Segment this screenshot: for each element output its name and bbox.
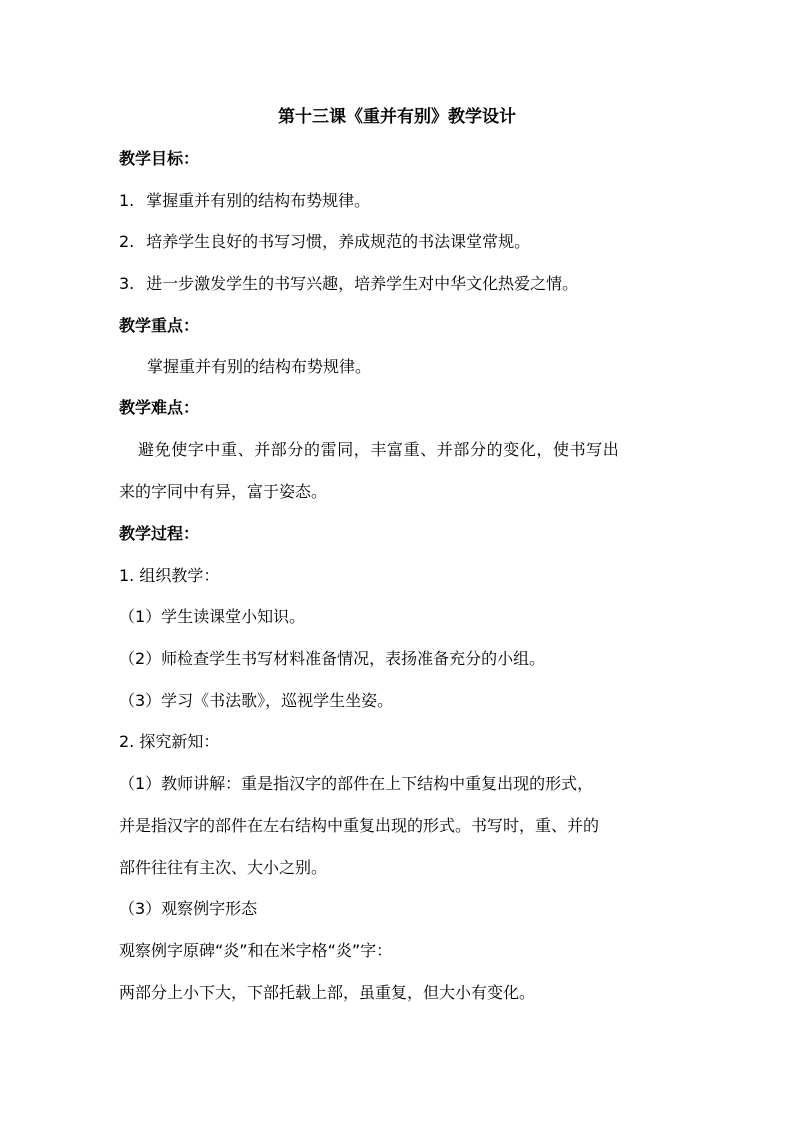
difficulty-heading: 教学难点： xyxy=(119,398,200,417)
objective-item-3 xyxy=(119,273,679,295)
process-step-2-explain-line-3: 部件往往有主次、大小之别。 xyxy=(119,858,328,877)
objectives-heading: 教学目标： xyxy=(119,149,200,168)
document-title: 第十三课《重并有别》教学设计 xyxy=(278,107,516,127)
process-step-1-item-1: （1）学生读课堂小知识。 xyxy=(119,607,306,626)
process-step-2-label: 2. 探究新知： xyxy=(119,732,220,751)
objective-item-2 xyxy=(119,231,679,253)
objective-item-1 xyxy=(119,190,679,212)
objective-text: 掌握重并有别的结构布势规律。 xyxy=(146,191,371,210)
process-step-1-item-2: （2）师检查学生书写材料准备情况，表扬准备充分的小组。 xyxy=(119,649,546,668)
process-heading: 教学过程： xyxy=(119,524,200,543)
objective-number: 2. xyxy=(119,232,135,251)
objective-number: 3. xyxy=(119,274,135,293)
key-point-heading: 教学重点： xyxy=(119,316,200,335)
process-step-2-observe-detail: 观察例字原碑“炎”和在米字格“炎”字： xyxy=(119,941,393,960)
process-step-1-item-3: （3）学习《书法歌》，巡视学生坐姿。 xyxy=(119,691,394,710)
key-point-text: 掌握重并有别的结构布势规律。 xyxy=(147,357,372,376)
process-step-2-conclusion: 两部分上小下大，下部托载上部，虽重复，但大小有变化。 xyxy=(119,983,536,1002)
objective-text: 培养学生良好的书写习惯，养成规范的书法课堂常规。 xyxy=(146,232,531,251)
process-step-2-observe: （3）观察例字形态 xyxy=(119,899,258,918)
process-step-2-explain-line-2: 并是指汉字的部件在左右结构中重复出现的形式。书写时，重、并的 xyxy=(119,816,600,835)
difficulty-text-line-1: 避免使字中重、并部分的雷同，丰富重、并部分的变化，使书写出 xyxy=(138,440,620,459)
difficulty-text-line-2: 来的字同中有异，富于姿态。 xyxy=(119,482,328,501)
process-step-2-explain-line-1: （1）教师讲解：重是指汉字的部件在上下结构中重复出现的形式， xyxy=(119,774,594,793)
objective-text: 进一步激发学生的书写兴趣，培养学生对中华文化热爱之情。 xyxy=(146,274,579,293)
process-step-1-label: 1. 组织教学： xyxy=(119,566,220,585)
objective-number: 1. xyxy=(119,191,135,210)
